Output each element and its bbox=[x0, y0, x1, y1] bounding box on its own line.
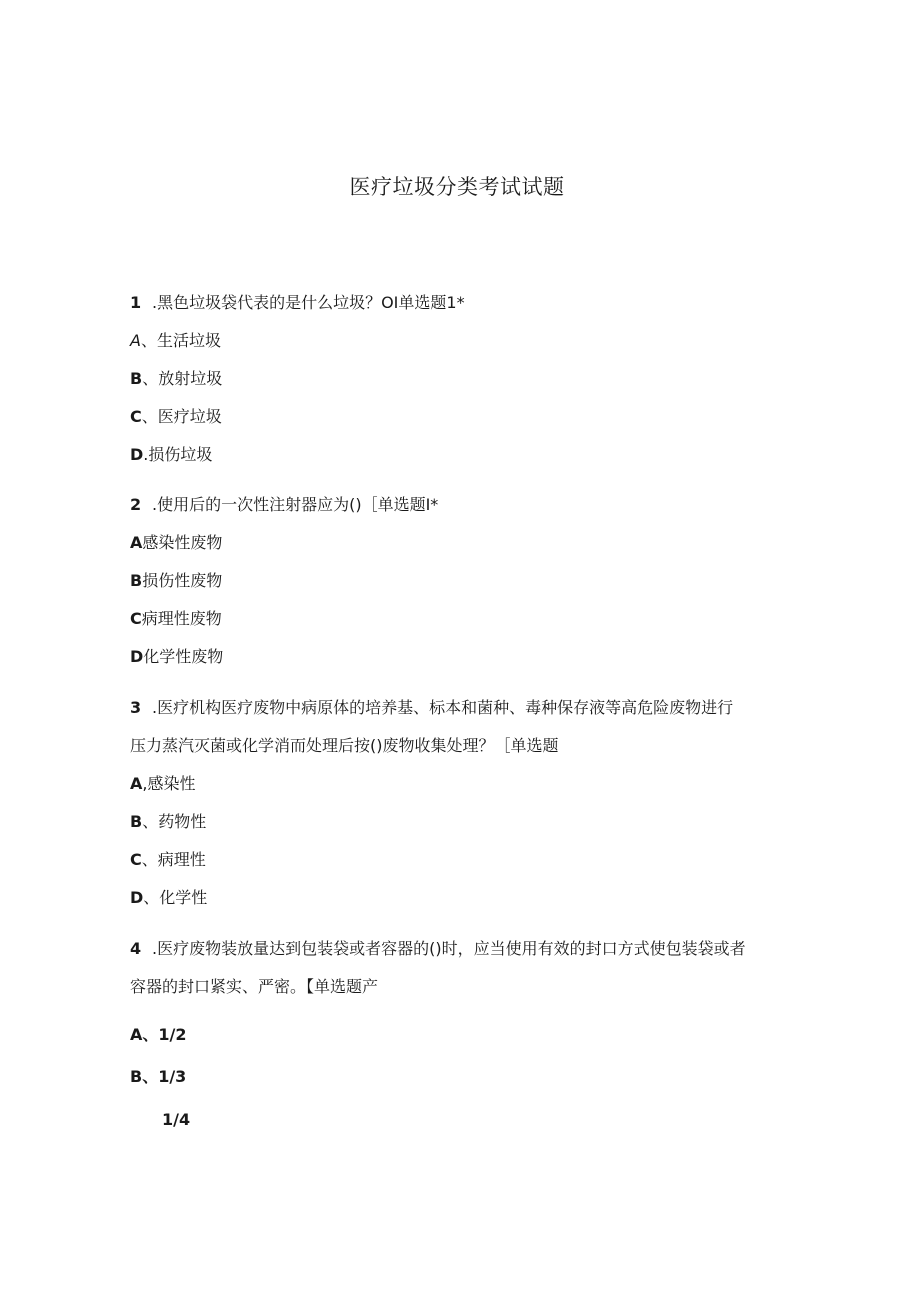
option-letter: B bbox=[130, 571, 143, 590]
question-4-stem bbox=[130, 938, 746, 960]
question-4-stem-continued bbox=[130, 976, 378, 998]
question-3-stem bbox=[130, 697, 733, 719]
question-1-stem bbox=[130, 292, 465, 314]
question-text-line-2: 压力蒸汽灭菌或化学消而处理后按()废物收集处理？［单选题 bbox=[130, 736, 559, 755]
question-text-line-2: 容器的封口紧实、严密。【单选题产 bbox=[130, 977, 379, 996]
question-number: 2 bbox=[130, 495, 142, 514]
option-text: ,感染性 bbox=[142, 774, 196, 793]
option-letter: A bbox=[130, 1025, 143, 1044]
question-4-option-a bbox=[130, 1024, 187, 1046]
question-2-option-d bbox=[130, 646, 223, 668]
question-2-option-b bbox=[130, 570, 222, 592]
question-text-line-1: .医疗废物装放量达到包装袋或者容器的()时，应当使用有效的封口方式使包装袋或者 bbox=[152, 939, 746, 958]
question-2-option-a bbox=[130, 532, 222, 554]
question-3-option-a bbox=[130, 773, 195, 795]
option-text: 、放射垃圾 bbox=[142, 369, 223, 388]
option-letter: B bbox=[130, 1067, 143, 1086]
question-1-option-a bbox=[130, 330, 221, 352]
question-3-option-d bbox=[130, 887, 207, 909]
option-text: 、化学性 bbox=[143, 888, 208, 907]
question-1-option-b bbox=[130, 368, 222, 390]
question-2-option-c bbox=[130, 608, 222, 630]
page-title: 医疗垃圾分类考试试题 bbox=[349, 175, 565, 199]
option-letter: D bbox=[130, 888, 144, 907]
question-3-stem-continued bbox=[130, 735, 559, 757]
question-2-stem bbox=[130, 494, 438, 516]
question-3-option-c bbox=[130, 849, 206, 871]
option-text: .损伤垃圾 bbox=[143, 445, 213, 464]
option-text: 1/4 bbox=[162, 1110, 191, 1129]
question-text: .使用后的一次性注射器应为()［单选题I* bbox=[152, 495, 439, 514]
option-letter: B bbox=[130, 369, 143, 388]
option-letter: A bbox=[130, 331, 141, 350]
question-text-line-1: .医疗机构医疗废物中病原体的培养基、标本和菌种、毒种保存液等高危险废物进行 bbox=[152, 698, 734, 717]
option-letter: D bbox=[130, 647, 144, 666]
option-text: 、医疗垃圾 bbox=[141, 407, 222, 426]
option-text: 、药物性 bbox=[142, 812, 207, 831]
question-1-option-c bbox=[130, 406, 222, 428]
question-4-option-c bbox=[162, 1109, 190, 1131]
question-number: 4 bbox=[130, 939, 142, 958]
option-text: 感染性废物 bbox=[142, 533, 223, 552]
option-text: 损伤性废物 bbox=[142, 571, 223, 590]
option-text: 、1/3 bbox=[142, 1067, 187, 1086]
option-letter: C bbox=[130, 850, 142, 869]
option-text: 化学性废物 bbox=[143, 647, 224, 666]
option-letter: C bbox=[130, 609, 142, 628]
option-text: 、生活垃圾 bbox=[140, 331, 221, 350]
option-letter: D bbox=[130, 445, 144, 464]
question-4-option-b bbox=[130, 1066, 186, 1088]
option-letter: B bbox=[130, 812, 143, 831]
question-number: 1 bbox=[130, 293, 142, 312]
question-number: 3 bbox=[130, 698, 142, 717]
option-text: 病理性废物 bbox=[141, 609, 222, 628]
question-1-option-d bbox=[130, 444, 212, 466]
option-letter: C bbox=[130, 407, 142, 426]
option-letter: A bbox=[130, 774, 143, 793]
option-text: 、病理性 bbox=[141, 850, 206, 869]
question-3-option-b bbox=[130, 811, 206, 833]
question-text: .黑色垃圾袋代表的是什么垃圾？OI单选题1* bbox=[152, 293, 465, 312]
option-letter: A bbox=[130, 533, 143, 552]
option-text: 、1/2 bbox=[142, 1025, 187, 1044]
